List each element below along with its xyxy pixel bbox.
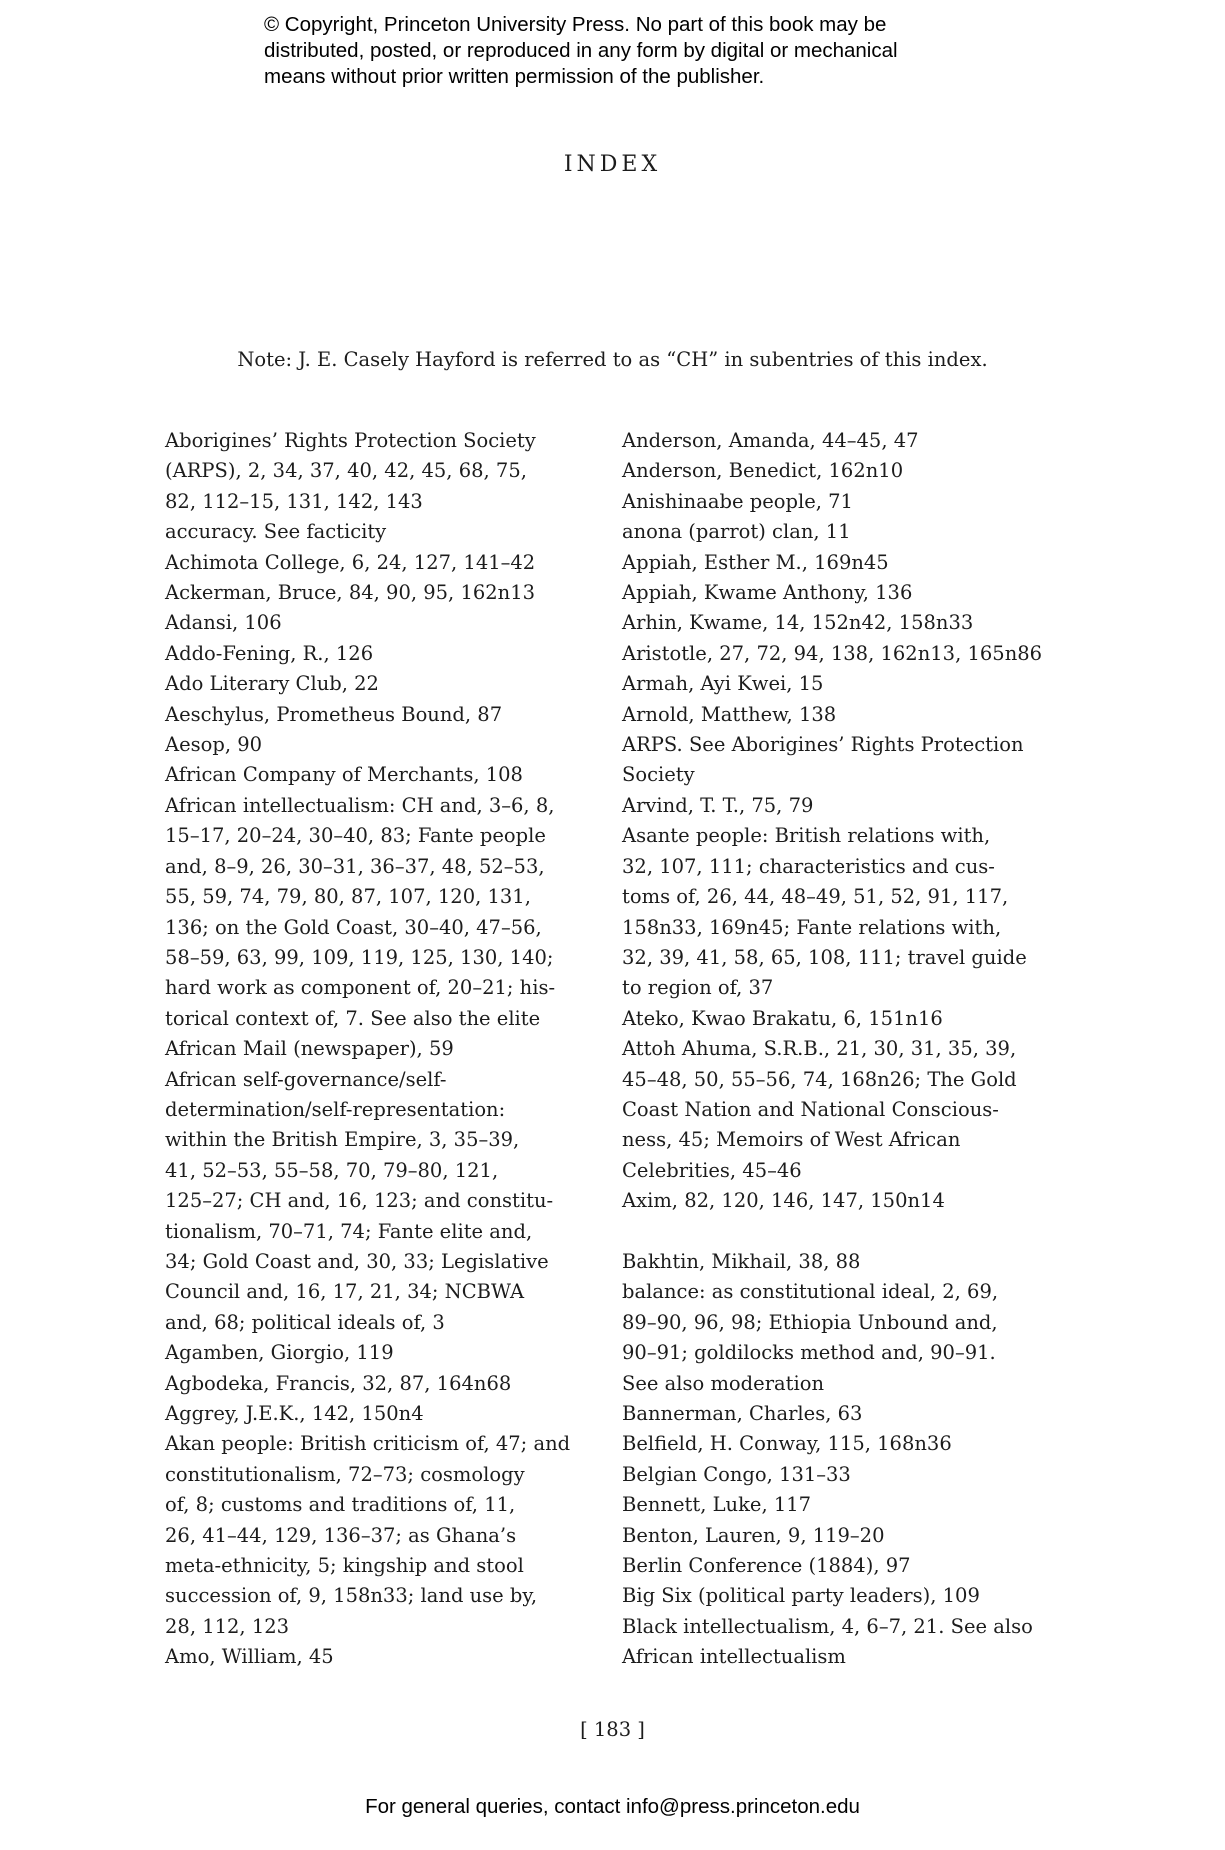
index-entry-line: Belfield, H. Conway, 115, 168n36: [622, 1432, 952, 1456]
index-entry: [622, 821, 1042, 1003]
index-entry: [622, 639, 1042, 669]
index-entry-line: Council and, 16, 17, 21, 34; NCBWA: [165, 1280, 525, 1304]
copyright-notice: [264, 12, 1024, 90]
index-entry: [165, 517, 585, 547]
index-entry: [165, 669, 585, 699]
index-entry: [622, 578, 1042, 608]
index-entry-line: 32, 107, 111; characteristics and cus-: [622, 854, 995, 878]
index-entry: [622, 730, 1042, 791]
index-entry-line: Armah, Ayi Kwei, 15: [622, 672, 824, 696]
index-entry-line: tionalism, 70–71, 74; Fante elite and,: [165, 1219, 533, 1243]
index-entry-line: Anderson, Benedict, 162n10: [622, 459, 904, 483]
index-entry-line: Anderson, Amanda, 44–45, 47: [622, 429, 919, 452]
index-entry: [622, 1186, 1042, 1216]
index-entry-line: Asante people: British relations with,: [622, 824, 991, 848]
index-entry-line: 28, 112, 123: [165, 1614, 290, 1638]
index-entry: [165, 1429, 585, 1642]
index-entry-line: African intellectualism: CH and, 3–6, 8,: [165, 793, 555, 817]
index-entry-line: 125–27; CH and, 16, 123; and constitu-: [165, 1189, 554, 1213]
index-entry-line: Berlin Conference (1884), 97: [622, 1554, 911, 1578]
index-entry-line: Akan people: British criticism of, 47; and: [165, 1432, 571, 1456]
index-entry: [165, 700, 585, 730]
index-entry-line: torical context of, 7. See also the elite: [165, 1006, 541, 1030]
index-entry: [622, 1490, 1042, 1520]
index-entry-line: ARPS. See Aborigines’ Rights Protection: [622, 733, 1024, 757]
index-entry: [622, 487, 1042, 517]
index-entry-line: Arvind, T. T., 75, 79: [622, 793, 814, 817]
index-entry-line: 136; on the Gold Coast, 30–40, 47–56,: [165, 915, 542, 939]
index-entry: [622, 1429, 1042, 1459]
index-entry: [622, 608, 1042, 638]
index-entry: [165, 791, 585, 1034]
index-entry-line: 34; Gold Coast and, 30, 33; Legislative: [165, 1249, 549, 1273]
index-column-right: [622, 426, 1042, 1673]
index-entry-line: Aesop, 90: [165, 733, 263, 757]
index-entry: [622, 791, 1042, 821]
index-entry-line: Axim, 82, 120, 146, 147, 150n14: [622, 1189, 945, 1213]
index-entry: [165, 608, 585, 638]
index-entry-line: African intellectualism: [622, 1645, 846, 1669]
index-section-gap: [622, 1217, 1042, 1247]
index-entry: [165, 548, 585, 578]
index-entry: [165, 639, 585, 669]
index-entry: [622, 669, 1042, 699]
index-entry-line: hard work as component of, 20–21; his-: [165, 976, 556, 1000]
index-entry-line: Coast Nation and National Conscious-: [622, 1097, 999, 1121]
index-column-left: [165, 426, 585, 1673]
footer-contact: For general queries, contact info@press.princeton.edu: [365, 1795, 860, 1818]
index-entry: [165, 1338, 585, 1368]
index-entry-line: Appiah, Kwame Anthony, 136: [622, 581, 913, 605]
index-entry-line: African self-governance/self-: [165, 1067, 447, 1091]
index-entry-line: Adansi, 106: [165, 611, 282, 635]
index-entry-line: Addo-Fening, R., 126: [165, 641, 374, 665]
index-entry-line: 90–91; goldilocks method and, 90–91.: [622, 1341, 996, 1365]
index-entry-line: Arnold, Matthew, 138: [622, 702, 837, 726]
index-entry-line: and, 8–9, 26, 30–31, 36–37, 48, 52–53,: [165, 854, 545, 878]
index-entry-line: Society: [622, 763, 695, 787]
index-entry-line: Belgian Congo, 131–33: [622, 1462, 851, 1486]
index-entry: [622, 1581, 1042, 1611]
index-entry-line: Bannerman, Charles, 63: [622, 1401, 863, 1425]
index-entry: [165, 1065, 585, 1339]
index-entry-line: Ado Literary Club, 22: [165, 672, 379, 696]
index-entry: [622, 548, 1042, 578]
index-entry-line: and, 68; political ideals of, 3: [165, 1310, 445, 1334]
index-entry-line: 26, 41–44, 129, 136–37; as Ghana’s: [165, 1523, 517, 1547]
index-entry-line: accuracy. See facticity: [165, 520, 387, 544]
index-entry-line: Aeschylus, Prometheus Bound, 87: [165, 702, 503, 726]
index-entry-line: of, 8; customs and traditions of, 11,: [165, 1493, 516, 1517]
index-entry: [165, 760, 585, 790]
copyright-line: distributed, posted, or reproduced in any form by digital or mechanical: [264, 39, 898, 62]
index-entry-line: 32, 39, 41, 58, 65, 108, 111; travel guide: [622, 945, 1027, 969]
index-entry-line: 41, 52–53, 55–58, 70, 79–80, 121,: [165, 1158, 499, 1182]
index-entry-line: Agbodeka, Francis, 32, 87, 164n68: [165, 1371, 512, 1395]
index-entry-line: Anishinaabe people, 71: [622, 489, 853, 513]
index-entry-line: Ateko, Kwao Brakatu, 6, 151n16: [622, 1006, 943, 1030]
index-entry: [622, 426, 1042, 456]
index-entry: [622, 456, 1042, 486]
index-entry-line: Bakhtin, Mikhail, 38, 88: [622, 1249, 861, 1273]
index-entry-line: 158n33, 169n45; Fante relations with,: [622, 915, 1002, 939]
copyright-line: © Copyright, Princeton University Press. No part of this book may be: [264, 13, 887, 36]
index-entry: [622, 1399, 1042, 1429]
index-entry-line: Arhin, Kwame, 14, 152n42, 158n33: [622, 611, 974, 635]
copyright-line: means without prior written permission of the publisher.: [264, 65, 765, 88]
index-entry-line: anona (parrot) clan, 11: [622, 520, 851, 544]
index-entry-line: succession of, 9, 158n33; land use by,: [165, 1584, 538, 1608]
index-note: Note: J. E. Casely Hayford is referred to as “CH” in subentries of this index.: [237, 348, 988, 371]
page-number: [ 183 ]: [580, 1718, 645, 1741]
index-entry-line: Aggrey, J.E.K., 142, 150n4: [165, 1402, 424, 1425]
index-entry-line: determination/self-representation:: [165, 1097, 506, 1121]
index-entry: [622, 1612, 1042, 1673]
index-entry: [622, 517, 1042, 547]
index-entry-line: Attoh Ahuma, S.R.B., 21, 30, 31, 35, 39,: [622, 1037, 1017, 1061]
index-entry-line: toms of, 26, 44, 48–49, 51, 52, 91, 117,: [622, 885, 1009, 909]
index-entry: [165, 730, 585, 760]
index-entry-line: Big Six (political party leaders), 109: [622, 1584, 980, 1608]
index-entry: [165, 1369, 585, 1399]
index-entry-line: Bennett, Luke, 117: [622, 1493, 812, 1517]
index-entry: [622, 700, 1042, 730]
index-entry-line: 58–59, 63, 99, 109, 119, 125, 130, 140;: [165, 945, 554, 969]
index-entry-line: Appiah, Esther M., 169n45: [622, 550, 889, 574]
index-entry-line: Celebrities, 45–46: [622, 1158, 802, 1182]
index-entry-line: constitutionalism, 72–73; cosmology: [165, 1462, 525, 1486]
index-entry-line: to region of, 37: [622, 976, 774, 1000]
index-entry-line: Achimota College, 6, 24, 127, 141–42: [165, 550, 536, 574]
index-entry-line: African Company of Merchants, 108: [165, 763, 523, 787]
index-entry-line: balance: as constitutional ideal, 2, 69,: [622, 1280, 999, 1304]
index-entry-line: Aristotle, 27, 72, 94, 138, 162n13, 165n86: [622, 641, 1043, 665]
index-entry-line: Black intellectualism, 4, 6–7, 21. See also: [622, 1614, 1033, 1638]
index-entry: [165, 1034, 585, 1064]
index-entry: [622, 1247, 1042, 1277]
index-entry-line: ness, 45; Memoirs of West African: [622, 1128, 961, 1152]
index-entry-line: Aborigines’ Rights Protection Society: [165, 429, 536, 452]
index-entry-line: 55, 59, 74, 79, 80, 87, 107, 120, 131,: [165, 885, 531, 909]
index-entry-line: within the British Empire, 3, 35–39,: [165, 1128, 520, 1152]
index-entry-line: 15–17, 20–24, 30–40, 83; Fante people: [165, 824, 546, 848]
index-entry-line: meta-ethnicity, 5; kingship and stool: [165, 1554, 524, 1578]
index-entry-line: (ARPS), 2, 34, 37, 40, 42, 45, 68, 75,: [165, 459, 527, 483]
index-entry-line: African Mail (newspaper), 59: [165, 1037, 454, 1061]
index-entry-line: 89–90, 96, 98; Ethiopia Unbound and,: [622, 1310, 998, 1334]
index-entry: [165, 1642, 585, 1672]
index-entry-line: Amo, William, 45: [165, 1645, 334, 1669]
index-entry-line: See also moderation: [622, 1371, 825, 1395]
index-entry-line: Ackerman, Bruce, 84, 90, 95, 162n13: [165, 581, 536, 605]
index-entry: [622, 1277, 1042, 1399]
index-entry: [165, 426, 585, 517]
page-title: INDEX: [563, 152, 662, 177]
index-entry: [165, 1399, 585, 1429]
index-entry: [165, 578, 585, 608]
index-entry: [622, 1034, 1042, 1186]
index-entry-line: 45–48, 50, 55–56, 74, 168n26; The Gold: [622, 1067, 1017, 1091]
index-entry: [622, 1521, 1042, 1551]
index-entry: [622, 1460, 1042, 1490]
index-entry-line: Benton, Lauren, 9, 119–20: [622, 1523, 885, 1547]
index-entry: [622, 1004, 1042, 1034]
index-entry-line: 82, 112–15, 131, 142, 143: [165, 489, 423, 513]
index-entry: [622, 1551, 1042, 1581]
index-entry-line: Agamben, Giorgio, 119: [165, 1341, 394, 1365]
